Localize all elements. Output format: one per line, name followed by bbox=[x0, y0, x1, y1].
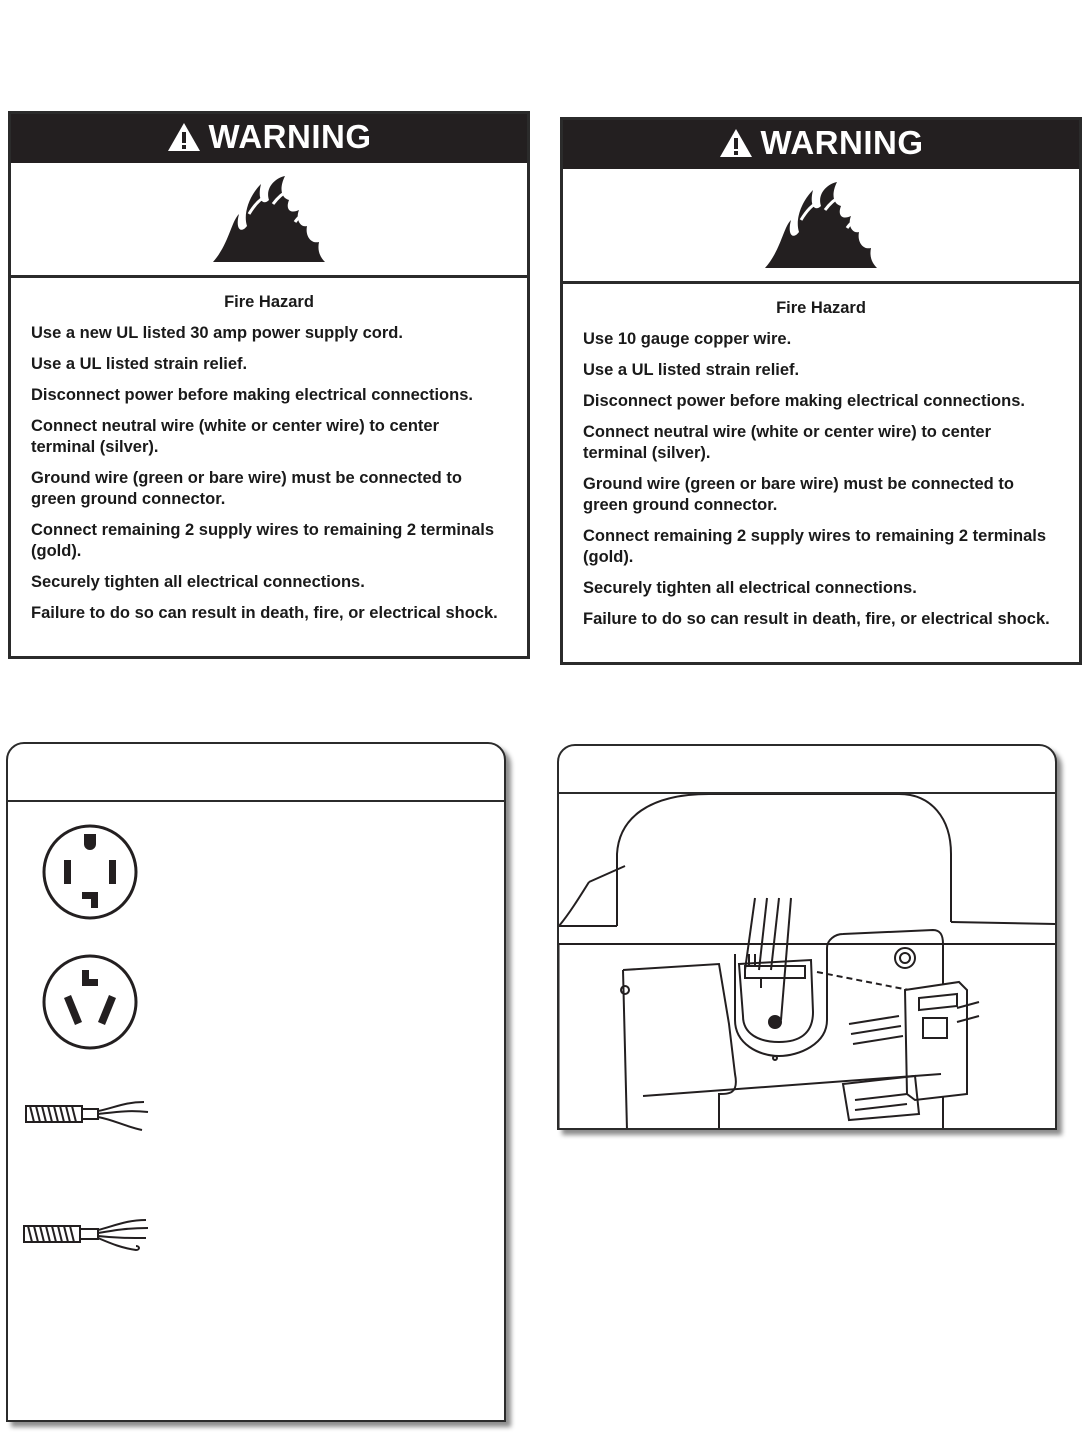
panel-header bbox=[559, 746, 1055, 794]
warning-box-left bbox=[8, 111, 530, 659]
three-prong-outlet-icon bbox=[40, 952, 140, 1052]
four-wire-cord-icon bbox=[22, 1216, 152, 1256]
warning-line: Connect remaining 2 supply wires to remaining 2 terminals (gold). bbox=[583, 527, 1047, 566]
hazard-title: Fire Hazard bbox=[224, 293, 314, 311]
warning-title: WARNING bbox=[760, 124, 924, 161]
cord-options-panel bbox=[6, 742, 506, 1422]
warning-line: Use 10 gauge copper wire. bbox=[583, 330, 792, 348]
warning-line: Use a UL listed strain relief. bbox=[583, 361, 800, 379]
fire-icon-area bbox=[563, 169, 1079, 284]
hazard-title: Fire Hazard bbox=[776, 299, 866, 317]
warning-line: Ground wire (green or bare wire) must be connected to green ground connector. bbox=[31, 469, 462, 508]
warning-line: Securely tighten all electrical connections. bbox=[583, 579, 917, 597]
warning-line: Use a new UL listed 30 amp power supply cord. bbox=[31, 324, 403, 342]
warning-line: Failure to do so can result in death, fire, or electrical shock. bbox=[31, 604, 498, 622]
warning-line: Failure to do so can result in death, fire, or electrical shock. bbox=[583, 610, 1050, 628]
warning-triangle-icon bbox=[167, 122, 201, 152]
warning-box-right bbox=[560, 117, 1082, 665]
four-prong-outlet-icon bbox=[40, 822, 140, 922]
warning-header bbox=[563, 120, 1079, 169]
three-wire-cord-icon bbox=[24, 1096, 154, 1136]
fire-icon-area bbox=[11, 163, 527, 278]
warning-body bbox=[11, 278, 527, 624]
warning-line: Ground wire (green or bare wire) must be connected to green ground connector. bbox=[583, 475, 1014, 514]
dryer-illustration-panel bbox=[557, 744, 1057, 1130]
warning-title: WARNING bbox=[208, 118, 372, 155]
warning-body bbox=[563, 284, 1079, 630]
warning-line: Use a UL listed strain relief. bbox=[31, 355, 248, 373]
fire-hazard-icon bbox=[209, 174, 329, 264]
panel-header bbox=[8, 744, 504, 802]
warning-line: Disconnect power before making electrical connections. bbox=[583, 392, 1025, 410]
warning-line: Securely tighten all electrical connections. bbox=[31, 573, 365, 591]
warning-header bbox=[11, 114, 527, 163]
warning-triangle-icon bbox=[719, 128, 753, 158]
warning-line: Connect neutral wire (white or center wire) to center terminal (silver). bbox=[31, 417, 439, 456]
fire-hazard-icon bbox=[761, 180, 881, 270]
warning-line: Disconnect power before making electrical connections. bbox=[31, 386, 473, 404]
warning-line: Connect neutral wire (white or center wire) to center terminal (silver). bbox=[583, 423, 991, 462]
dryer-terminal-block-illustration bbox=[559, 794, 1055, 1130]
warning-line: Connect remaining 2 supply wires to remaining 2 terminals (gold). bbox=[31, 521, 495, 560]
